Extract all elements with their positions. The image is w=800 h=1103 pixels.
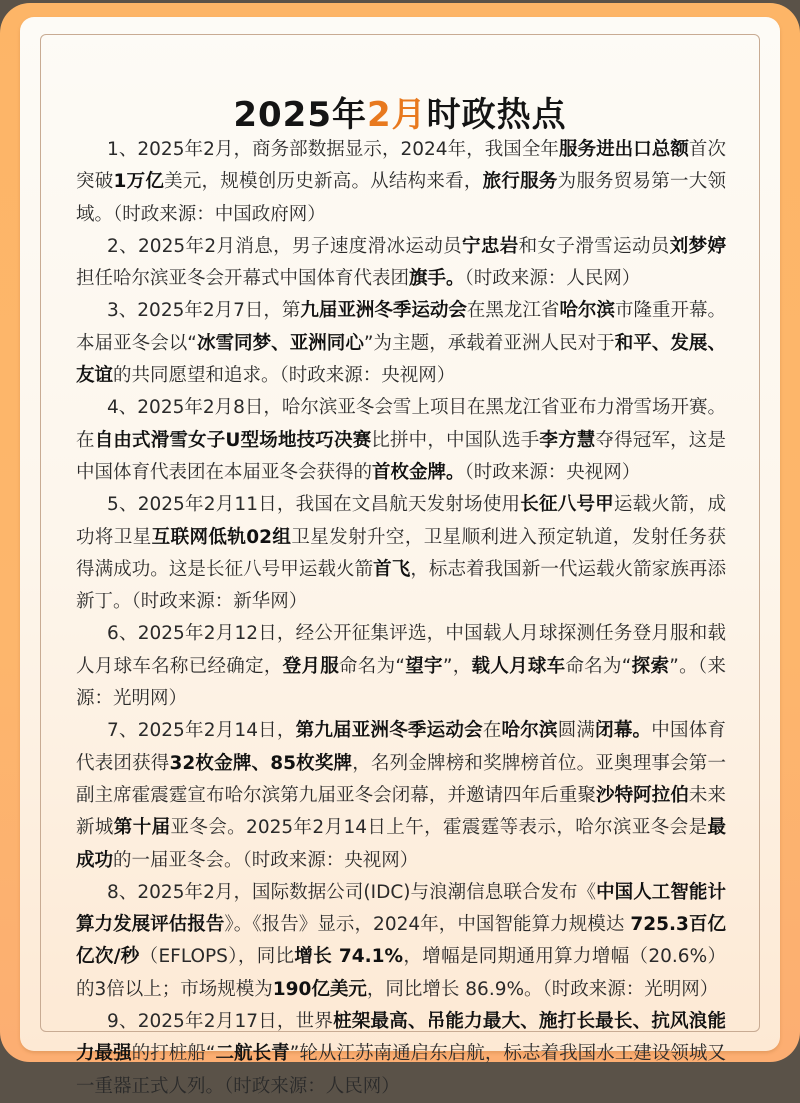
highlight-text: 哈尔滨 bbox=[559, 300, 615, 322]
highlight-text: 长征八号甲 bbox=[520, 494, 614, 516]
page-title bbox=[41, 87, 759, 136]
news-item bbox=[76, 618, 726, 715]
body-text: 2、2025年2月消息，男子速度滑冰运动员 bbox=[107, 235, 462, 257]
body-text: 未来新城 bbox=[76, 784, 726, 839]
body-text: （时政来源：央视网） bbox=[464, 461, 641, 483]
highlight-text: 九届亚洲冬季运动会 bbox=[300, 300, 467, 322]
body-text: 夺得冠军，这是中国体育代表团在本届亚冬会获得的 bbox=[76, 429, 726, 483]
body-text: 首次突破 bbox=[76, 139, 726, 193]
highlight-text: 刘梦婷 bbox=[669, 235, 726, 257]
body-text: 卫星发射升空，卫星顺利进入预定轨道，发射任务获得满成功。这是长征八号甲运载火箭 bbox=[76, 526, 726, 580]
news-item bbox=[76, 877, 726, 1006]
highlight-text: 自由式滑雪女子U型场地技巧决赛 bbox=[94, 429, 372, 451]
highlight-text: 中国人工智能计算力发展评估报告 bbox=[76, 881, 726, 936]
body-text: 6、2025年2月12日，经公开征集评选，中国载人月球探测任务登月服和载人月球车名称已经确定， bbox=[76, 623, 726, 677]
body-text: 亚冬会。2025年2月14日上午，霍震霆等表示，哈尔滨亚冬会是 bbox=[170, 817, 708, 839]
body-text: 4、2025年2月8日，哈尔滨亚冬会雪上项目在黑龙江省亚布力滑雪场开赛。在 bbox=[76, 397, 726, 451]
highlight-text: 190亿美元 bbox=[272, 978, 367, 1000]
body-text: 运载火箭，成功将卫星 bbox=[76, 494, 726, 548]
body-text: 为服务贸易第一大领域。（时政来源：中国政府网） bbox=[76, 171, 726, 225]
highlight-text: 第九届亚洲冬季运动会 bbox=[295, 720, 483, 742]
highlight-text: 登月服 bbox=[282, 655, 340, 677]
news-item bbox=[76, 715, 726, 876]
body-text: （时政来源：人民网） bbox=[464, 268, 641, 290]
news-item bbox=[76, 295, 726, 392]
news-item bbox=[76, 392, 726, 489]
body-text: ，增幅是同期通用算力增幅（20.6%）的3倍以上；市场规模为 bbox=[76, 946, 726, 1000]
highlight-text: 互联网低轨02组 bbox=[151, 526, 292, 548]
highlight-text: 首枚金牌。 bbox=[372, 461, 465, 483]
highlight-text: 二航长青 bbox=[215, 1043, 290, 1065]
highlight-text: 725.3百亿亿次/秒 bbox=[76, 914, 726, 968]
highlight-text: 和平、发展、友谊 bbox=[76, 332, 726, 387]
highlight-text: 32枚金牌、85枚奖牌 bbox=[169, 752, 353, 774]
body-text: ”轮从江苏南通启东启航，标志着我国水工建设领城又一重器正式人列。（时政来源：人民网） bbox=[76, 1043, 726, 1097]
highlight-text: 哈尔滨 bbox=[501, 720, 558, 742]
highlight-text: 探索 bbox=[631, 655, 670, 677]
body-text: 3、2025年2月7日，第 bbox=[107, 300, 301, 322]
highlight-text: 闭幕。 bbox=[595, 720, 652, 742]
body-text: 7、2025年2月14日， bbox=[107, 720, 296, 742]
body-text: 命名为“ bbox=[565, 655, 632, 677]
body-text: 中国体育代表团获得 bbox=[76, 720, 726, 774]
highlight-text: 首飞 bbox=[373, 558, 411, 580]
body-text: ，名列金牌榜和奖牌榜首位。亚奥理事会第一副主席霍震霆宣布哈尔滨第九届亚冬会闭幕，并邀请四年后重聚 bbox=[76, 752, 726, 806]
orange-frame bbox=[0, 3, 800, 1097]
highlight-text: 李方慧 bbox=[539, 429, 596, 451]
body-text: ”。（来源：光明网） bbox=[76, 655, 726, 710]
news-list bbox=[76, 134, 726, 1103]
highlight-text: 最成功 bbox=[76, 817, 726, 871]
content-card bbox=[20, 17, 780, 1097]
body-text: ”， bbox=[442, 655, 472, 677]
highlight-text: 沙特阿拉伯 bbox=[596, 784, 689, 806]
body-text: 的共同愿望和追求。（时政来源：央视网） bbox=[113, 365, 456, 387]
body-text: 命名为“ bbox=[339, 655, 405, 677]
title-month-accent: 2月 bbox=[366, 95, 427, 135]
body-text: 担任哈尔滨亚冬会开幕式中国体育代表团 bbox=[76, 268, 410, 290]
highlight-text: 载人月球车 bbox=[471, 655, 566, 677]
highlight-text: 增长 74.1% bbox=[294, 946, 404, 968]
news-item bbox=[76, 489, 726, 618]
body-text: 在黑龙江省 bbox=[466, 300, 560, 322]
body-text: 和女子滑雪运动员 bbox=[518, 235, 670, 257]
highlight-text: 桩架最高、吊能力最大、施打长最长、抗风浪能力最强 bbox=[76, 1011, 726, 1065]
news-item bbox=[76, 1006, 726, 1103]
body-text: （EFLOPS），同比 bbox=[139, 946, 295, 968]
highlight-text: 旗手。 bbox=[409, 268, 465, 290]
body-text: ，标志着我国新一代运载火箭家族再添新丁。（时政来源：新华网） bbox=[76, 558, 726, 613]
body-text: 5、2025年2月11日，我国在文昌航天发射场使用 bbox=[107, 494, 521, 516]
body-text: 美元，规模创历史新高。从结构来看， bbox=[164, 171, 483, 193]
highlight-text: 宁忠岩 bbox=[462, 235, 519, 257]
highlight-text: 1万亿 bbox=[113, 171, 165, 193]
body-text: 8、2025年2月，国际数据公司(IDC)与浪潮信息联合发布《 bbox=[107, 881, 597, 903]
body-text: 的一届亚冬会。（时政来源：央视网） bbox=[113, 849, 419, 871]
body-text: 的打桩船“ bbox=[131, 1043, 216, 1065]
body-text: 圆满 bbox=[557, 720, 596, 742]
body-text: 比拼中，中国队选手 bbox=[371, 429, 540, 451]
bordered-panel bbox=[40, 34, 760, 1097]
body-text: 9、2025年2月17日，世界 bbox=[107, 1011, 334, 1033]
highlight-text: 第十届 bbox=[113, 817, 171, 839]
highlight-text: 旅行服务 bbox=[482, 171, 558, 193]
news-item bbox=[76, 231, 726, 296]
highlight-text: 服务进出口总额 bbox=[559, 139, 689, 160]
highlight-text: 冰雪同梦、亚洲同心 bbox=[196, 332, 364, 354]
news-item bbox=[76, 134, 726, 231]
highlight-text: 望宇 bbox=[404, 655, 443, 677]
body-text: 1、2025年2月，商务部数据显示，2024年，我国全年 bbox=[107, 139, 559, 160]
body-text: 》。《报告》显示，2024年，中国智能算力规模达 bbox=[224, 914, 631, 936]
body-text: 市隆重开幕。本届亚冬会以“ bbox=[76, 300, 726, 354]
body-text: ，同比增长 86.9%。（时政来源：光明网） bbox=[366, 978, 719, 1000]
title-year: 2025年 bbox=[233, 95, 367, 135]
body-text: ”为主题，承载着亚洲人民对于 bbox=[363, 332, 615, 354]
body-text: 在 bbox=[482, 720, 502, 742]
title-topic: 时政热点 bbox=[426, 95, 567, 135]
